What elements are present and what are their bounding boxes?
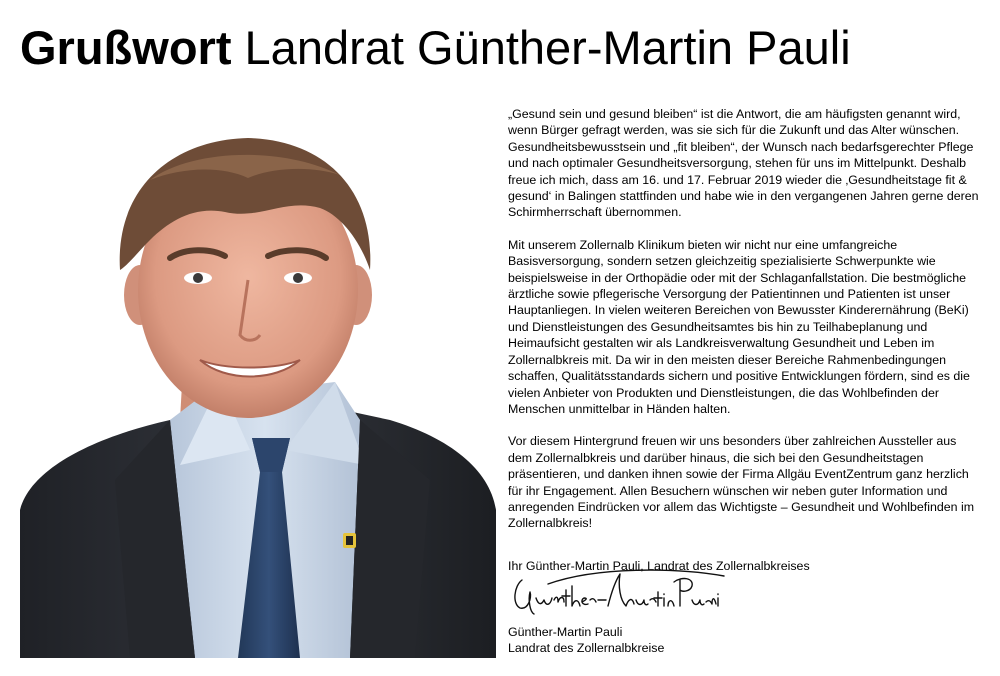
page-title-rest: Landrat Günther-Martin Pauli: [244, 21, 851, 74]
letter-paragraph-1: „Gesund sein und gesund bleiben“ ist die Antwort, die am häufigsten genannt wird, wenn Bürger gefragt werden, was sie sich für die Zukunft und das Alter wünschen. Gesundheitsbewusstsein und „fit bleiben“, der Wunsch nach bedarfsgerechter Pflege und nach optimaler Gesundheitsversorgung, stehen für uns im Mittelpunkt. Deshalb freue ich mich, dass am 16. und 17. Februar 2019 wieder die ‚Gesundheitstage fit & gesund‘ in Balingen stattfinden und habe wie in den vergangenen Jahren gerne deren Schirmherrschaft übernommen.: [508, 107, 979, 220]
portrait-photo: [20, 120, 496, 658]
signature: [508, 560, 728, 622]
letter-body: [508, 106, 982, 590]
letter-paragraph-3: Vor diesem Hintergrund freuen wir uns besonders über zahlreichen Aussteller aus dem Zollernalbkreis und darüber hinaus, die sich bei den Gesundheitstagen präsentieren, und danken ihnen sowie der Firma Allgäu EventZentrum ganz herzlich für ihr Engagement. Allen Besuchern wünschen wir neben guter Information und anregenden Eindrücken vor allem das Wichtigste – Gesundheit und Wohlbefinden im Zollernalbkreis!: [508, 434, 975, 531]
page-title: [20, 18, 851, 78]
signer-name: Günther-Martin Pauli: [508, 625, 623, 639]
page-title-bold: Grußwort: [20, 21, 232, 74]
letter-closing: Ihr Günther-Martin Pauli, Landrat des Zollernalbkreises: [508, 558, 810, 573]
signer-title: Landrat des Zollernalbkreise: [508, 641, 665, 656]
letter-paragraph-2: Mit unserem Zollernalb Klinikum bieten wir nicht nur eine umfangreiche Basisversorgung, sondern setzen gleichzeitig spezialisierte Schwerpunkte wie beispielsweise in der Orthopädie oder mit der Schlaganfallstation. Die bestmögliche ärztliche sowie pflegerische Versorgung der Patientinnen und Patienten ist unser Hauptanliegen. In vielen weiteren Bereichen von Bewusster Kinderernährung (BeKi) und Dienstleistungen des Gesundheitsamtes bis hin zu Teilhabeplanung und Heimaufsicht gestalten wir als Landkreisverwaltung Gesundheit und Leben im Zollernalbkreis mit. Da wir in den meisten dieser Bereiche Rahmenbedingungen schaffen, Qualitätsstandards sichern und positive Entwicklungen fördern, sind es die vielen Anbieter von Produkten und Dienstleistungen, die das Wohlbefinden der Menschen unmittelbar in Händen halten.: [508, 237, 970, 416]
signer-block: [508, 624, 664, 657]
